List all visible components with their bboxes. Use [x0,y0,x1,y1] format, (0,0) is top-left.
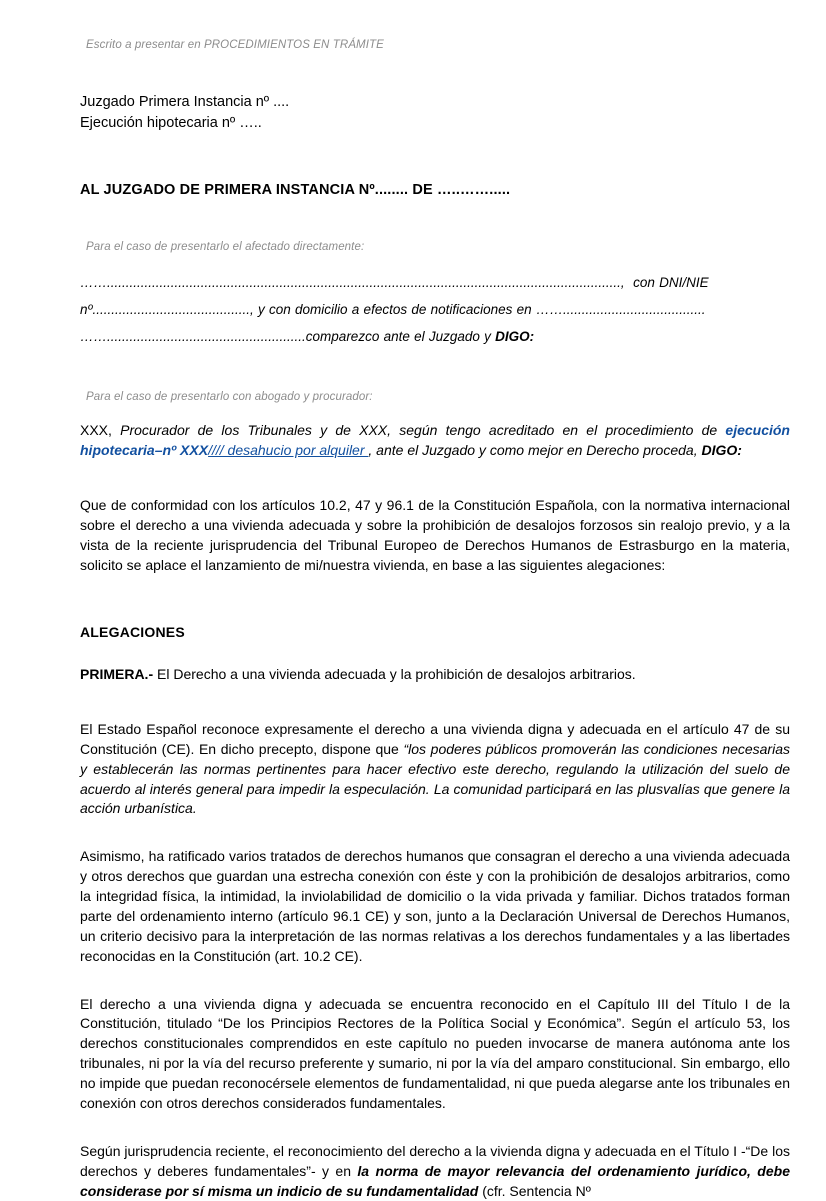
personal-details-fill-block [80,269,790,350]
fill-line-1 [80,269,790,296]
fill-line-3 [80,323,790,350]
addressee-heading: AL JUZGADO DE PRIMERA INSTANCIA Nº........ DE …..……..... [80,181,511,198]
court-block [80,92,790,134]
fill-line-2-text: y con domicilio a efectos de notificaciones en [258,302,532,318]
fill-line-1-tail: con DNI/NIE [633,275,709,291]
allegation-first-text: El Derecho a una vivienda adecuada y la prohibición de desalojos arbitrarios. [153,665,636,682]
paragraph-2: Asimismo, ha ratificado varios tratados de derechos humanos que consagran el derecho a una vivienda adecuada y otros derechos que guardan una estrecha conexión con éste y con la prohibición de desalojos arbitrarios, como la integridad física, la intimidad, la inviolabilidad de domicilio o la vida privada y familiar. Dichos tratados forman parte del ordenamiento interno (artículo 96.1 CE) y son, junto a la Declaración Universal de Derechos Humanos, un criterio decisivo para la interpretación de las normas relativas a los derechos fundamentales y a las libertades reconocidas en la Constitución (art. 10.2 CE). [80,848,790,964]
procurador-italic-tail: , ante el Juzgado y como mejor en Derecho proceda, [368,441,698,458]
paragraph-3: El derecho a una vivienda digna y adecuada se encuentra reconocido en el Capítulo III del Título I de la Constitución, titulado “De los Principios Rectores de la Política Social y Económica”. Según el artículo 53, los derechos constitucionales comprendidos en este capítulo no pueden invocarse de manera autónoma ante los tribunales, ni por la vía del recurso preferente y sumario, ni por la vía del amparo constitucional. Sin embargo, ello no impide que puedan reconocérsele elementos de fundamentalidad, ni que pueda alegarse ante los tribunales en conexión con otros derechos considerados fundamentales. [80,995,790,1111]
fill-line-3-dots: ……..................................................... [80,329,306,345]
paragraph-4-part2: (cfr. Sentencia Nº [478,1182,591,1199]
court-line-2: Ejecución hipotecaria nº ….. [80,114,262,131]
procurador-paragraph [80,420,790,461]
fill-line-2 [80,296,790,323]
fill-line-1-dots: ……........................................................................................................................................., [80,275,625,291]
paragraph-4-part1: Según jurisprudencia reciente, el reconocimiento del derecho a la vivienda digna y adecuada en el Título I -“De los derechos y deberes fundamentales”- y en [80,1142,790,1179]
document-content [80,38,790,1201]
fill-line-3-digo: DIGO: [495,329,535,345]
procedure-number: nº XXX [162,441,209,458]
fill-line-2-dots2: ……...................................... [535,302,706,318]
fill-line-2-dots: .........................................., [92,302,254,318]
paragraph-4-emphasis: la norma de mayor relevancia del ordenamiento jurídico, debe considerase por sí misma un indicio de su fundamentalidad [80,1162,790,1199]
section-title-alegaciones: ALEGACIONES [80,623,185,640]
procedure-alt-desahucio: //// desahucio por alquiler [208,441,369,458]
fill-line-3-text: comparezco ante el Juzgado y [305,329,491,345]
header-hint: Escrito a presentar en PROCEDIMIENTOS EN TRÁMITE [86,39,384,51]
paragraph-1-part1: El Estado Español reconoce expresamente el derecho a una vivienda digna y adecuada en el artículo 47 de su Constitución (CE). En dicho precepto, dispone que [80,720,790,757]
procedure-dash: – [154,441,163,458]
allegation-first-heading [80,664,790,684]
paragraph-1 [80,720,790,819]
procurador-xxx: XXX, [80,421,112,438]
court-line-1: Juzgado Primera Instancia nº .... [80,93,290,110]
paragraph-4 [80,1142,790,1201]
procurador-italic-intro: Procurador de los Tribunales y de XXX, según tengo acreditado en el procedimiento de [111,421,726,438]
procedure-type-ejecucion: ejecución hipotecaria [80,421,790,458]
allegation-first-label: PRIMERA.- [80,665,154,682]
fill-line-2-prefix: nº [80,302,93,318]
hint-direct-filing: Para el caso de presentarlo el afectado directamente: [86,240,365,253]
hint-lawyer-filing: Para el caso de presentarlo con abogado y procurador: [86,391,373,404]
intro-paragraph: Que de conformidad con los artículos 10.2, 47 y 96.1 de la Constitución Española, con la normativa internacional sobre el derecho a una vivienda adecuada y sobre la prohibición de desalojos forzosos sin realojo previo, y a la vista de la reciente jurisprudencia del Tribunal Europeo de Derechos Humanos de Estrasburgo en la materia, solicito se aplace el lanzamiento de mi/nuestra vivienda, en base a las siguientes alegaciones: [80,497,790,573]
procurador-digo: DIGO: [701,441,742,458]
paragraph-1-quote: “los poderes públicos promoverán las condiciones necesarias y establecerán las normas pertinentes para hacer efectivo este derecho, regulando la utilización del suelo de acuerdo al interés general para impedir la especulación. La comunidad participará en las plusvalías que genere la acción urbanística. [80,740,790,817]
